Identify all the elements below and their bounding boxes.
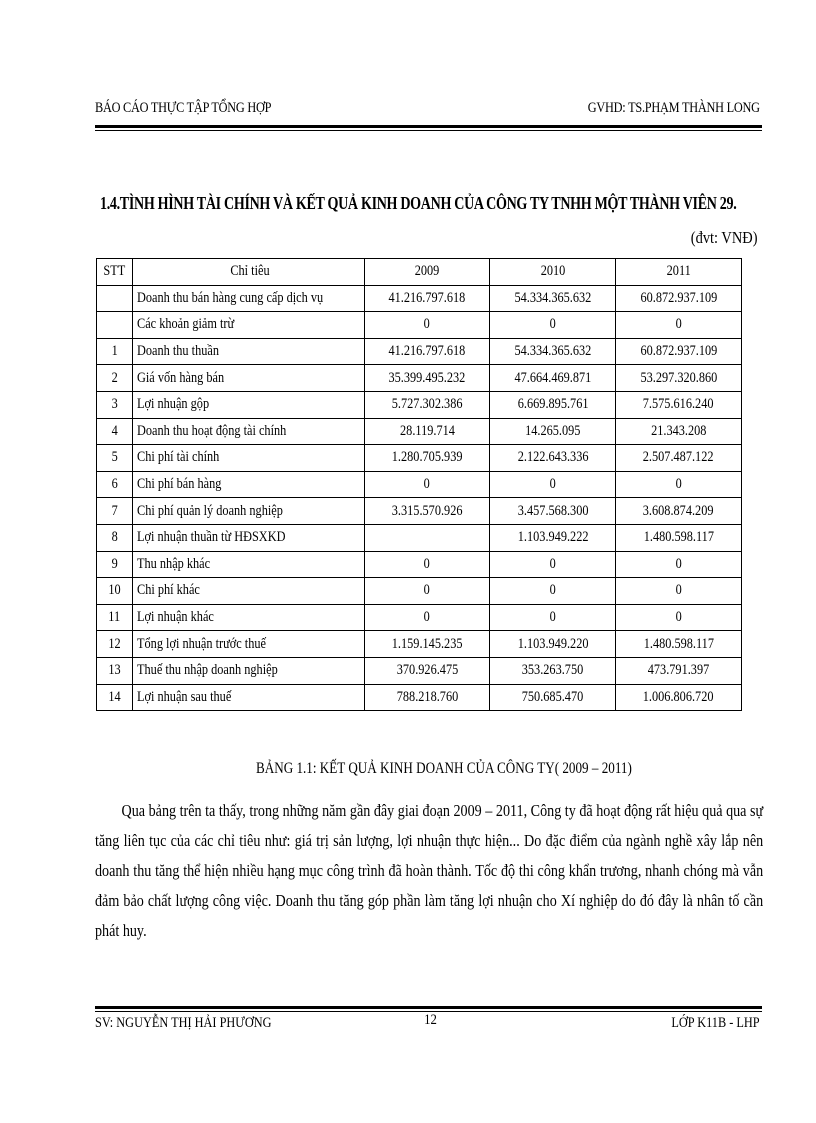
row-indicator-cell: Giá vốn hàng bán (132, 365, 364, 392)
row-value-cell: 0 (364, 312, 490, 339)
row-indicator-cell: Lợi nhuận thuần từ HĐSXKD (132, 524, 364, 551)
row-stt-cell: 9 (97, 551, 133, 578)
row-indicator-cell: Thuế thu nhập doanh nghiệp (132, 657, 364, 684)
row-stt-cell: 11 (97, 604, 133, 631)
row-stt-cell: 1 (97, 338, 133, 365)
header-2009: 2009 (364, 259, 490, 286)
row-indicator-cell: Lợi nhuận khác (132, 604, 364, 631)
table-row (97, 524, 742, 551)
report-title: BÁO CÁO THỰC TẬP TỔNG HỢP (95, 100, 272, 116)
row-value-cell: 1.006.806.720 (616, 684, 742, 711)
row-value-cell: 14.265.095 (490, 418, 616, 445)
row-value-cell: 3.608.874.209 (616, 498, 742, 525)
table-row (97, 471, 742, 498)
table-row (97, 418, 742, 445)
row-indicator-cell: Doanh thu hoạt động tài chính (132, 418, 364, 445)
row-value-cell: 750.685.470 (490, 684, 616, 711)
table-row (97, 578, 742, 605)
table-row (97, 657, 742, 684)
row-stt-cell: 7 (97, 498, 133, 525)
row-indicator-cell: Chi phí quản lý doanh nghiệp (132, 498, 364, 525)
supervisor-name: GVHD: TS.PHẠM THÀNH LONG (587, 100, 760, 116)
table-row (97, 604, 742, 631)
row-value-cell: 54.334.365.632 (490, 285, 616, 312)
row-indicator-cell: Các khoản giảm trừ (132, 312, 364, 339)
row-value-cell: 1.480.598.117 (616, 524, 742, 551)
student-name: SV: NGUYỄN THỊ HẢI PHƯƠNG (95, 1015, 272, 1031)
row-stt-cell: 14 (97, 684, 133, 711)
row-indicator-cell: Tổng lợi nhuận trước thuế (132, 631, 364, 658)
section-title: 1.4.TÌNH HÌNH TÀI CHÍNH VÀ KẾT QUẢ KINH DOANH CỦA CÔNG TY TNHH MỘT THÀNH VIÊN 29. (100, 193, 737, 213)
page-number: 12 (424, 1012, 437, 1028)
row-value-cell: 41.216.797.618 (364, 338, 490, 365)
row-value-cell: 1.480.598.117 (616, 631, 742, 658)
header-2011: 2011 (616, 259, 742, 286)
row-indicator-cell: Doanh thu bán hàng cung cấp dịch vụ (132, 285, 364, 312)
table-row (97, 684, 742, 711)
row-value-cell: 0 (616, 551, 742, 578)
row-indicator-cell: Chi phí bán hàng (132, 471, 364, 498)
row-stt-cell: 5 (97, 445, 133, 472)
analysis-paragraph: Qua bảng trên ta thấy, trong những năm gần đây giai đoạn 2009 – 2011, Công ty đã hoạt động rất hiệu quả qua sự tăng liên tục của các chỉ tiêu như: giá trị sản lượng, lợi nhuận thực hiện... Do đặc điểm của ngành nghề xây lắp nên doanh thu tăng thể hiện nhiều hạng mục công trình đã hoàn thành. Tốc độ thi công khẩn trương, nhanh chóng mà vẫn đảm bảo chất lượng công việc. Doanh thu tăng góp phần làm tăng lợi nhuận cho Xí nghiệp do đó đây là nhân tố cần phát huy. (95, 801, 764, 940)
row-value-cell: 47.664.469.871 (490, 365, 616, 392)
table-header-row (97, 259, 742, 286)
row-value-cell: 0 (616, 471, 742, 498)
row-value-cell: 0 (616, 578, 742, 605)
page-header (95, 100, 760, 122)
row-value-cell: 41.216.797.618 (364, 285, 490, 312)
row-value-cell: 353.263.750 (490, 657, 616, 684)
row-value-cell: 53.297.320.860 (616, 365, 742, 392)
row-stt-cell (97, 312, 133, 339)
row-value-cell: 3.315.570.926 (364, 498, 490, 525)
row-value-cell: 473.791.397 (616, 657, 742, 684)
row-value-cell: 0 (616, 312, 742, 339)
table-row (97, 551, 742, 578)
row-stt-cell (97, 285, 133, 312)
table-row (97, 498, 742, 525)
row-value-cell: 370.926.475 (364, 657, 490, 684)
row-value-cell: 0 (490, 471, 616, 498)
row-stt-cell: 10 (97, 578, 133, 605)
row-value-cell: 6.669.895.761 (490, 391, 616, 418)
row-value-cell: 0 (364, 551, 490, 578)
page-footer (95, 1012, 760, 1039)
row-value-cell: 60.872.937.109 (616, 338, 742, 365)
row-value-cell: 788.218.760 (364, 684, 490, 711)
row-value-cell: 0 (490, 578, 616, 605)
row-value-cell: 1.103.949.222 (490, 524, 616, 551)
unit-label: (đvt: VNĐ) (691, 228, 758, 247)
row-stt-cell: 12 (97, 631, 133, 658)
row-value-cell: 60.872.937.109 (616, 285, 742, 312)
row-value-cell (364, 524, 490, 551)
row-value-cell: 7.575.616.240 (616, 391, 742, 418)
row-value-cell: 0 (364, 604, 490, 631)
header-2010: 2010 (490, 259, 616, 286)
table-row (97, 631, 742, 658)
row-indicator-cell: Lợi nhuận sau thuế (132, 684, 364, 711)
row-indicator-cell: Doanh thu thuần (132, 338, 364, 365)
row-value-cell: 5.727.302.386 (364, 391, 490, 418)
header-divider (95, 125, 762, 131)
row-stt-cell: 4 (97, 418, 133, 445)
row-stt-cell: 3 (97, 391, 133, 418)
row-value-cell: 1.280.705.939 (364, 445, 490, 472)
row-indicator-cell: Chi phí tài chính (132, 445, 364, 472)
row-value-cell: 54.334.365.632 (490, 338, 616, 365)
row-value-cell: 0 (490, 551, 616, 578)
row-stt-cell: 13 (97, 657, 133, 684)
row-value-cell: 0 (364, 578, 490, 605)
header-stt: STT (97, 259, 133, 286)
row-value-cell: 35.399.495.232 (364, 365, 490, 392)
table-row (97, 338, 742, 365)
row-value-cell: 0 (490, 312, 616, 339)
table-caption: BẢNG 1.1: KẾT QUẢ KINH DOANH CỦA CÔNG TY( 2009 – 2011) (256, 760, 632, 777)
row-stt-cell: 6 (97, 471, 133, 498)
table-row (97, 391, 742, 418)
row-value-cell: 2.507.487.122 (616, 445, 742, 472)
row-indicator-cell: Thu nhập khác (132, 551, 364, 578)
row-value-cell: 0 (616, 604, 742, 631)
table-row (97, 365, 742, 392)
row-value-cell: 0 (490, 604, 616, 631)
row-indicator-cell: Lợi nhuận gộp (132, 391, 364, 418)
financial-results-table (96, 258, 742, 711)
row-value-cell: 1.103.949.220 (490, 631, 616, 658)
row-value-cell: 21.343.208 (616, 418, 742, 445)
table-row (97, 312, 742, 339)
row-value-cell: 2.122.643.336 (490, 445, 616, 472)
row-value-cell: 0 (364, 471, 490, 498)
class-name: LỚP K11B - LHP (671, 1015, 760, 1031)
header-indicator: Chỉ tiêu (132, 259, 364, 286)
table-row (97, 285, 742, 312)
row-stt-cell: 2 (97, 365, 133, 392)
row-value-cell: 3.457.568.300 (490, 498, 616, 525)
row-indicator-cell: Chi phí khác (132, 578, 364, 605)
table-row (97, 445, 742, 472)
row-stt-cell: 8 (97, 524, 133, 551)
row-value-cell: 1.159.145.235 (364, 631, 490, 658)
row-value-cell: 28.119.714 (364, 418, 490, 445)
